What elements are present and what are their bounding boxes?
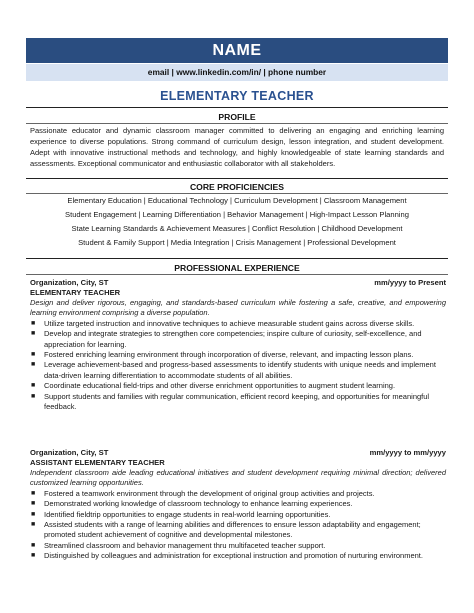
experience-heading: PROFESSIONAL EXPERIENCE (174, 263, 300, 273)
job-title: ELEMENTARY TEACHER (160, 89, 314, 103)
proficiency-line: State Learning Standards & Achievement Measures | Conflict Resolution | Childhood Development (71, 224, 403, 233)
bullet-icon: ■ (31, 382, 36, 390)
list-item: ■ Fostered a teamwork environment through the development of original group activities and projects. (31, 488, 375, 498)
job-header (30, 278, 446, 288)
divider (26, 258, 448, 259)
divider (26, 107, 448, 108)
date-range: mm/yyyy to mm/yyyy (369, 448, 446, 457)
divider (26, 193, 448, 194)
date-range: mm/yyyy to Present (374, 278, 446, 287)
list-item: ■ Support students and families with regular communication, efficient record keeping, and opportunities for meaningful feedback. (31, 391, 430, 412)
bullet-icon: ■ (31, 521, 36, 529)
bullet-icon: ■ (31, 319, 36, 327)
list-item: ■ Leverage achievement-based and progress-based assessments to identify students with unique needs and implement data-driven learning differentiation to accommodate students of all abilities. (31, 360, 436, 380)
bullet-icon: ■ (31, 489, 36, 497)
job-entry (30, 448, 446, 562)
bullet-icon: ■ (31, 330, 36, 338)
list-item: ■ Assisted students with a range of learning abilities and differences to ensure lesson adaptability and engagement; promoted student achievement of cognitive and developmental milestones. (31, 520, 421, 540)
role-title: ELEMENTARY TEACHER (30, 288, 121, 297)
role-summary: Design and deliver rigorous, engaging, and standards-based curriculum while fostering a safe, creative, and empowering learning environment comprising a diverse population. (30, 298, 446, 318)
achievement-list (30, 319, 446, 413)
profile-heading: PROFILE (218, 112, 256, 122)
candidate-name: NAME (26, 38, 448, 63)
organization: Organization, City, ST (30, 278, 109, 287)
job-header (30, 448, 446, 458)
bullet-icon: ■ (31, 552, 36, 560)
divider (26, 274, 448, 275)
role-title: ASSISTANT ELEMENTARY TEACHER (30, 458, 165, 467)
proficiency-line: Student Engagement | Learning Differentiation | Behavior Management | High-Impact Lesson Planning (65, 210, 409, 219)
bullet-icon: ■ (31, 392, 36, 400)
bullet-icon: ■ (31, 500, 36, 508)
profile-summary: Passionate educator and dynamic classroom manager committed to delivering an engaging and enriching learning experience to diverse populations. Strong command of curriculum design, lesson integration, and student development. Adept with innovative instructional methods and technology, and highly knowledgeable of state learning standards and assessments. Exceptional communicator and enthusiastic collaborator with all stakeholders. (30, 126, 444, 168)
list-item: ■ Identified fieldtrip opportunities to engage students in real-world learning opportunities. (31, 509, 331, 519)
organization: Organization, City, ST (30, 448, 109, 457)
achievement-list (30, 489, 446, 562)
bullet-icon: ■ (31, 361, 36, 369)
bullet-icon: ■ (31, 541, 36, 549)
list-item: ■ Distinguished by colleagues and administration for exceptional instruction and promotion of nurturing environment. (31, 551, 423, 561)
contact-info: email | www.linkedin.com/in/ | phone number (26, 64, 448, 81)
job-entry (30, 278, 446, 412)
bullet-icon: ■ (31, 510, 36, 518)
proficiency-line: Elementary Education | Educational Technology | Curriculum Development | Classroom Management (67, 196, 407, 205)
list-item: ■ Coordinate educational field-trips and other diverse enrichment opportunities to augment student learning. (31, 381, 396, 391)
divider (26, 123, 448, 124)
divider (26, 178, 448, 179)
bullet-icon: ■ (31, 351, 36, 359)
list-item: ■ Demonstrated working knowledge of classroom technology to enhance learning experiences. (31, 499, 353, 509)
proficiency-line: Student & Family Support | Media Integration | Crisis Management | Professional Development (78, 238, 396, 247)
list-item: ■ Utilize targeted instruction and innovative techniques to achieve measurable student gains across diverse skills. (31, 318, 415, 328)
list-item: ■ Develop and integrate strategies to strengthen core competencies; inspire culture of curiosity, self-excellence, and appreciation for learning. (31, 329, 422, 349)
list-item: ■ Streamlined classroom and behavior management thru multifaceted teacher support. (31, 540, 326, 550)
proficiencies-heading: CORE PROFICIENCIES (189, 182, 285, 192)
role-summary: Independent classroom aide leading educational initiatives and student development requiring minimal direction; delivered customized learning opportunities. (30, 468, 446, 488)
list-item: ■ Fostered enriching learning environment through incorporation of diverse, relevant, and impacting lesson plans. (31, 350, 414, 360)
